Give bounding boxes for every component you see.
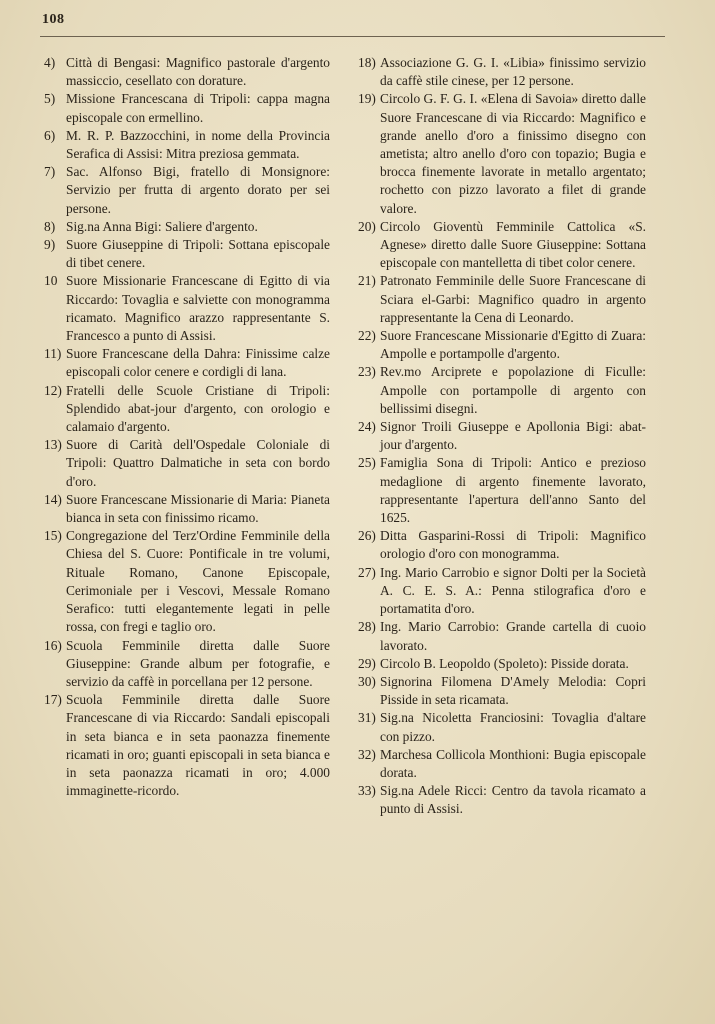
list-item — [358, 363, 646, 418]
page-number: 108 — [42, 12, 65, 27]
list-item — [358, 454, 646, 527]
item-text: Suore Francescane della Dahra: Finissime calze episcopali color cenere e cordigli di lana. — [66, 346, 330, 380]
list-item — [44, 491, 330, 527]
item-number: 25) — [358, 455, 376, 471]
item-text: Suore Francescane Missionarie d'Egitto di Zuara: Ampolle e portampolle d'argento. — [380, 328, 646, 362]
item-number: 4) — [44, 55, 56, 70]
item-text: Signor Troili Giuseppe e Apollonia Bigi: abat-jour d'argento. — [380, 419, 646, 453]
list-item — [44, 382, 330, 437]
item-number: 5) — [44, 91, 56, 107]
item-number: 7) — [44, 164, 56, 180]
list-item — [358, 418, 646, 454]
item-number: 29) — [358, 655, 376, 671]
item-number: 21) — [358, 273, 376, 289]
left-column — [44, 54, 330, 800]
list-item — [44, 272, 330, 345]
item-text: Scuola Femminile diretta dalle Suore Giuseppine: Grande album per fotografie, e servizio da caffè in porcellana per 12 persone. — [66, 637, 330, 689]
list-item — [44, 436, 330, 491]
item-text: Rev.mo Arciprete e popolazione di Ficulle: Ampolle con portampolle di argento con bellissimi disegni. — [380, 364, 646, 416]
item-text: Circolo Gioventù Femminile Cattolica «S. Agnese» diretto dalle Suore Giuseppine: Sottana episcopale con mantelletta di tibet color cenere. — [380, 218, 646, 271]
item-text: Scuola Femminile diretta dalle Suore Francescane di via Riccardo: Sandali episcopali in seta bianca e in seta paonazza finemente ricamati in oro; guanti episcopali in seta bianca e in seta paonazza ricamati in oro; 4.000 immaginette-ricordo. — [66, 692, 330, 799]
item-number: 32) — [358, 746, 376, 762]
item-text: Fratelli delle Scuole Cristiane di Tripoli: Splendido abat-jour d'argento, con orologio e calamaio d'argento. — [66, 382, 330, 435]
item-number: 28) — [358, 619, 376, 635]
list-item — [358, 746, 646, 782]
item-text: Suore Giuseppine di Tripoli: Sottana episcopale di tibet cenere. — [66, 237, 330, 271]
list-item — [358, 709, 646, 745]
item-text: Sig.na Nicoletta Franciosini: Tovaglia d'altare con pizzo. — [380, 710, 646, 744]
item-text: Sig.na Anna Bigi: Saliere d'argento. — [66, 218, 258, 234]
item-text: Ing. Mario Carrobio e signor Dolti per la Società A. C. E. S. A.: Penna stilografica d'oro e portamatita d'oro. — [380, 564, 646, 617]
list-item — [358, 327, 646, 363]
list-item — [44, 127, 330, 163]
list-item — [358, 564, 646, 619]
item-text: Signorina Filomena D'Amely Melodia: Copri Pisside in seta ricamata. — [380, 673, 646, 708]
item-number: 12) — [44, 382, 62, 398]
list-item — [358, 655, 646, 673]
list-item — [44, 163, 330, 218]
item-number: 8) — [44, 218, 56, 234]
item-text: Marchesa Collicola Monthioni: Bugia episcopale dorata. — [380, 746, 646, 780]
list-item — [44, 236, 330, 272]
list-item — [358, 54, 646, 90]
list-item — [44, 218, 330, 236]
item-number: 17) — [44, 692, 62, 708]
item-number: 18) — [358, 55, 376, 70]
item-text: Suore Francescane Missionarie di Maria: Pianeta bianca in seta con finissimo ricamo. — [66, 491, 330, 526]
list-item — [44, 637, 330, 692]
item-text: Patronato Femminile delle Suore Francescane di Sciara el-Garbi: Magnifico quadro in argento rappresentante la Cena di Leonardo. — [380, 273, 646, 325]
list-item — [358, 218, 646, 273]
item-text: Sac. Alfonso Bigi, fratello di Monsignore: Servizio per frutta di argento dorato per sei persone. — [66, 164, 330, 216]
item-number: 16) — [44, 637, 62, 653]
item-number: 24) — [358, 419, 376, 435]
item-number: 23) — [358, 364, 376, 380]
list-item — [358, 272, 646, 327]
item-number: 9) — [44, 237, 56, 253]
list-item — [358, 618, 646, 654]
item-number: 26) — [358, 528, 376, 544]
list-item — [358, 673, 646, 709]
item-text: Sig.na Adele Ricci: Centro da tavola ricamato a punto di Assisi. — [380, 783, 646, 817]
item-number: 11) — [44, 346, 62, 362]
item-text: Circolo G. F. G. I. «Elena di Savoia» diretto dalle Suore Francescane di via Riccardo: Magnifico e grande anello d'oro a finissimo disegno con ametista; altro anello d'oro con topazio; Bugia e brocca finemente lavorate in metallo argentato; rochetto con pizzo lavorato a filet di grande valore. — [380, 91, 646, 216]
item-number: 33) — [358, 783, 376, 799]
list-item — [358, 90, 646, 217]
item-text: Famiglia Sona di Tripoli: Antico e prezioso medaglione di argento finemente lavorato, rappresentante l'apertura dell'anno Santo del 1625. — [380, 455, 646, 526]
item-text: Associazione G. G. I. «Libia» finissimo servizio da caffè stile cinese, per 12 persone. — [380, 55, 646, 89]
item-number: 13) — [44, 437, 62, 453]
item-text: Congregazione del Terz'Ordine Femminile della Chiesa del S. Cuore: Pontificale in tre volumi, Rituale Romano, Canone Episcopale, Cerimoniale per i Vescovi, Messale Romano Serafico: tutti elegantemente legati in pelle rossa, con fregi e taglio oro. — [66, 528, 330, 635]
list-item — [44, 691, 330, 800]
item-text: Ditta Gasparini-Rossi di Tripoli: Magnifico orologio d'oro con monogramma. — [380, 528, 646, 562]
list-item — [44, 527, 330, 636]
list-item — [44, 345, 330, 381]
item-number: 10 — [44, 273, 58, 289]
item-text: Suore Missionarie Francescane di Egitto di via Riccardo: Tovaglia e salviette con monogramma ricamato. Magnifico arazzo rappresentante S. Francesco a punto di Assisi. — [66, 273, 330, 344]
list-item — [358, 782, 646, 818]
list-item — [44, 90, 330, 126]
item-text: Ing. Mario Carrobio: Grande cartella di cuoio lavorato. — [380, 619, 646, 653]
header-rule — [40, 36, 665, 37]
item-number: 31) — [358, 710, 376, 726]
list-item — [358, 527, 646, 563]
item-text: M. R. P. Bazzocchini, in nome della Provincia Serafica di Assisi: Mitra preziosa gemmata. — [66, 127, 330, 162]
right-column — [358, 54, 646, 819]
item-text: Missione Francescana di Tripoli: cappa magna episcopale con ermellino. — [66, 91, 330, 125]
item-number: 19) — [358, 91, 376, 107]
item-number: 6) — [44, 127, 56, 143]
item-number: 27) — [358, 564, 376, 580]
item-text: Città di Bengasi: Magnifico pastorale d'argento massiccio, cesellato con dorature. — [66, 55, 330, 89]
item-number: 20) — [358, 218, 376, 234]
item-number: 15) — [44, 528, 62, 544]
list-item — [44, 54, 330, 90]
item-text: Circolo B. Leopoldo (Spoleto): Pisside dorata. — [380, 655, 629, 671]
item-number: 22) — [358, 328, 376, 344]
item-number: 14) — [44, 491, 62, 507]
item-number: 30) — [358, 673, 376, 689]
item-text: Suore di Carità dell'Ospedale Coloniale di Tripoli: Quattro Dalmatiche in seta con bordo d'oro. — [66, 437, 330, 489]
